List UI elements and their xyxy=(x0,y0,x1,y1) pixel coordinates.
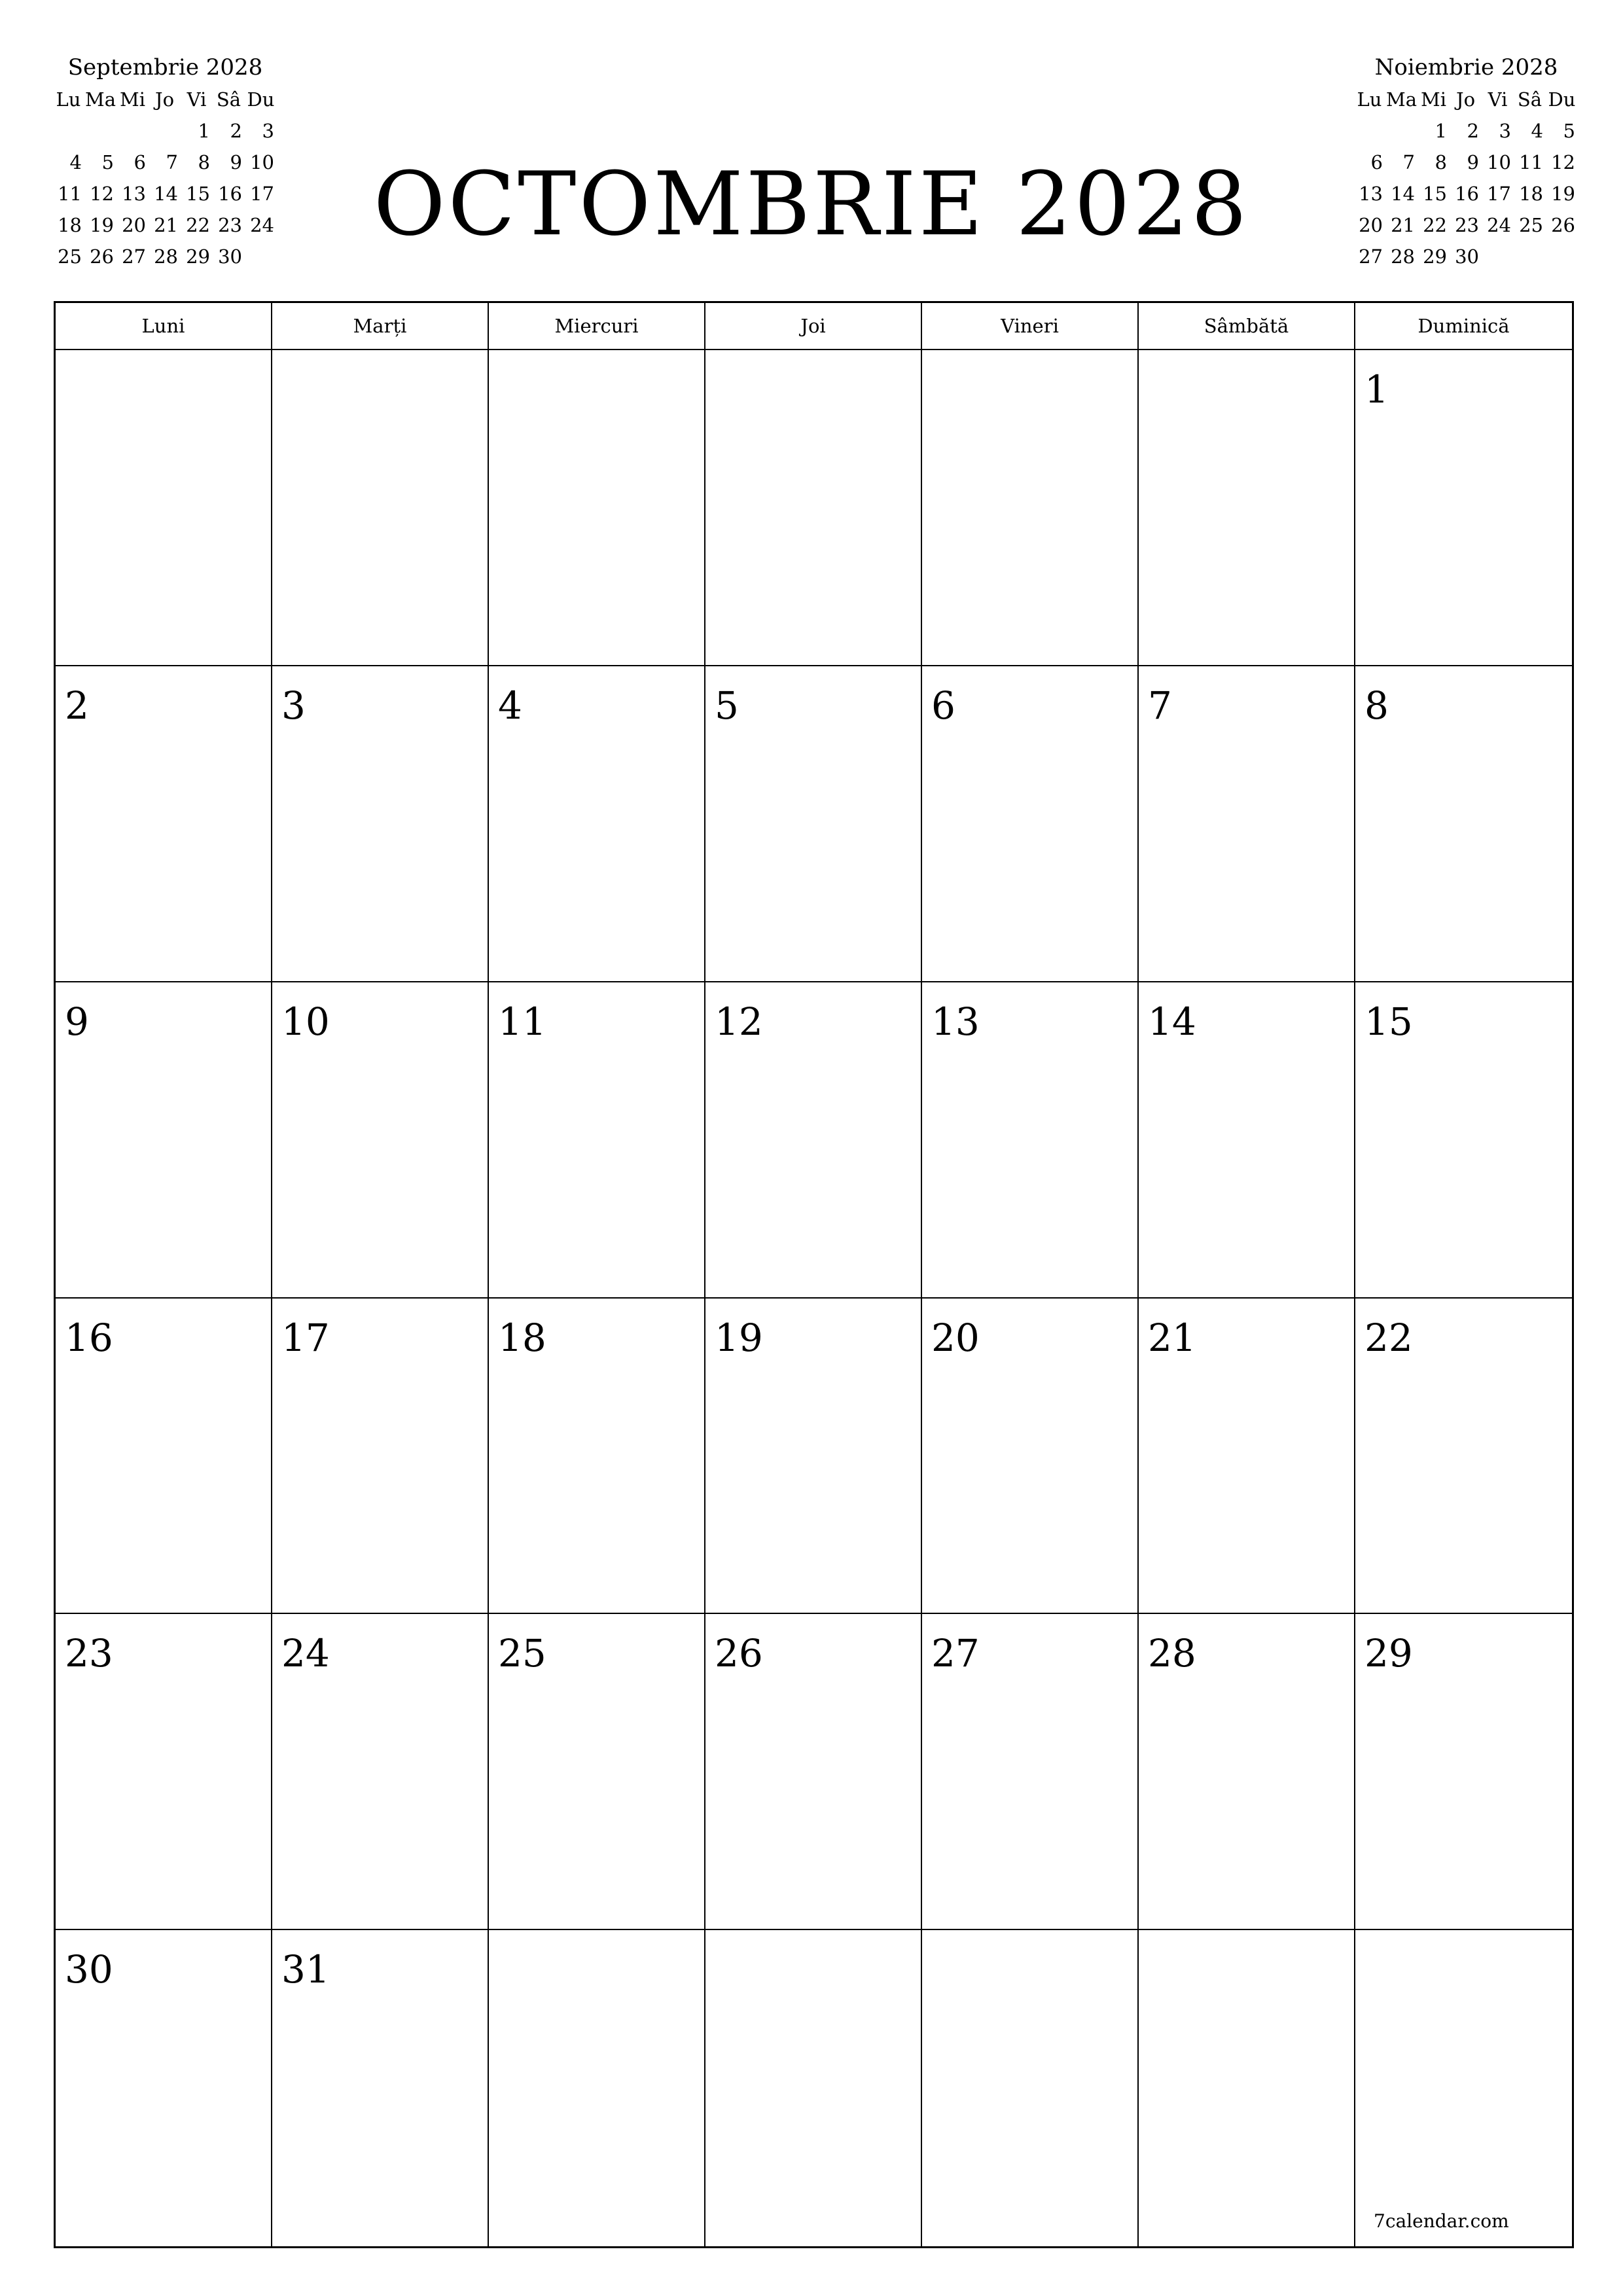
day-number: 3 xyxy=(281,683,306,728)
mini-day-number: 29 xyxy=(186,245,210,268)
day-cell[interactable] xyxy=(272,1299,489,1615)
mini-day-number: 10 xyxy=(1487,151,1511,173)
day-number: 14 xyxy=(1148,999,1196,1044)
mini-day-number: 22 xyxy=(186,214,210,236)
mini-day-number: 17 xyxy=(250,183,274,205)
mini-day-number: 27 xyxy=(122,245,146,268)
mini-day-number xyxy=(1546,241,1578,272)
mini-weekday-label: Sâ xyxy=(216,88,241,111)
mini-day-number: 15 xyxy=(186,183,210,205)
mini-day-number: 9 xyxy=(230,151,242,173)
day-cell[interactable] xyxy=(922,1930,1139,2246)
mini-day-number xyxy=(1514,241,1546,272)
mini-day-number: 2 xyxy=(230,120,242,142)
day-cell[interactable] xyxy=(1355,1614,1572,1930)
next-month-mini-calendar xyxy=(1353,51,1579,272)
mini-day-number: 6 xyxy=(1370,151,1383,173)
mini-weekday-label: Jo xyxy=(1455,88,1476,111)
day-number: 19 xyxy=(715,1315,763,1360)
mini-day-number xyxy=(1482,241,1514,272)
day-cell[interactable] xyxy=(1355,982,1572,1299)
day-cell[interactable] xyxy=(56,982,272,1299)
day-number: 22 xyxy=(1364,1315,1413,1360)
day-cell[interactable] xyxy=(1355,350,1572,666)
mini-day-number: 16 xyxy=(1455,183,1479,205)
weekday-header: Duminică xyxy=(1355,303,1572,350)
day-cell[interactable] xyxy=(922,1614,1139,1930)
day-number: 12 xyxy=(715,999,763,1044)
day-cell[interactable] xyxy=(922,982,1139,1299)
day-cell[interactable] xyxy=(1139,1299,1355,1615)
mini-day-number: 2 xyxy=(1467,120,1479,142)
weekday-header: Joi xyxy=(705,303,922,350)
prev-month-mini-calendar xyxy=(52,51,278,272)
weekday-header: Vineri xyxy=(922,303,1139,350)
day-number: 28 xyxy=(1148,1631,1196,1676)
mini-day-number: 21 xyxy=(1391,214,1415,236)
day-number: 27 xyxy=(931,1631,980,1676)
mini-weekday-label: Ma xyxy=(1386,88,1417,111)
mini-day-number: 26 xyxy=(1551,214,1575,236)
mini-day-number: 13 xyxy=(122,183,146,205)
day-cell[interactable] xyxy=(56,350,272,666)
day-cell[interactable] xyxy=(1355,1930,1572,2246)
mini-day-number: 15 xyxy=(1423,183,1447,205)
day-cell[interactable] xyxy=(1139,1930,1355,2246)
weekday-header: Marți xyxy=(272,303,489,350)
mini-day-number: 10 xyxy=(250,151,274,173)
day-number: 9 xyxy=(65,999,89,1044)
day-cell[interactable] xyxy=(922,1299,1139,1615)
mini-day-number: 16 xyxy=(218,183,242,205)
day-number: 29 xyxy=(1364,1631,1413,1676)
prev-month-grid xyxy=(52,84,278,272)
mini-weekday-label: Vi xyxy=(187,88,207,111)
day-number: 5 xyxy=(715,683,739,728)
mini-weekday-label: Sâ xyxy=(1517,88,1543,111)
mini-day-number: 21 xyxy=(154,214,178,236)
day-number: 18 xyxy=(498,1315,546,1360)
day-cell[interactable] xyxy=(272,350,489,666)
mini-day-number: 22 xyxy=(1423,214,1447,236)
mini-day-number: 6 xyxy=(134,151,146,173)
day-cell[interactable] xyxy=(1139,666,1355,982)
day-cell[interactable] xyxy=(1139,350,1355,666)
weekday-header: Luni xyxy=(56,303,272,350)
day-cell[interactable] xyxy=(56,1930,272,2246)
mini-day-number: 19 xyxy=(1551,183,1575,205)
mini-day-number: 3 xyxy=(1499,120,1511,142)
mini-day-number xyxy=(84,115,116,147)
mini-day-number: 8 xyxy=(198,151,210,173)
mini-day-number xyxy=(149,115,181,147)
mini-day-number: 9 xyxy=(1467,151,1479,173)
mini-day-number: 4 xyxy=(1531,120,1543,142)
mini-day-number: 1 xyxy=(198,120,210,142)
mini-weekday-label: Mi xyxy=(1421,88,1446,111)
day-cell[interactable] xyxy=(1139,982,1355,1299)
day-cell[interactable] xyxy=(489,1614,705,1930)
mini-weekday-label: Ma xyxy=(85,88,116,111)
day-number: 31 xyxy=(281,1947,330,1992)
mini-day-number: 20 xyxy=(1359,214,1383,236)
mini-day-number: 4 xyxy=(69,151,82,173)
mini-day-number: 23 xyxy=(1455,214,1479,236)
mini-day-number: 25 xyxy=(58,245,82,268)
mini-day-number: 7 xyxy=(166,151,178,173)
mini-day-number: 24 xyxy=(250,214,274,236)
footer-credit: 7calendar.com xyxy=(1374,2210,1509,2232)
day-cell[interactable] xyxy=(489,982,705,1299)
mini-day-number: 29 xyxy=(1423,245,1447,268)
day-number: 21 xyxy=(1148,1315,1196,1360)
mini-day-number xyxy=(1353,115,1385,147)
day-cell[interactable] xyxy=(1355,1299,1572,1615)
day-cell[interactable] xyxy=(705,1299,922,1615)
mini-day-number: 18 xyxy=(1519,183,1543,205)
mini-day-number: 28 xyxy=(154,245,178,268)
mini-day-number xyxy=(1385,115,1418,147)
weekday-header: Sâmbătă xyxy=(1139,303,1355,350)
day-cell[interactable] xyxy=(489,1930,705,2246)
prev-month-title: Septembrie 2028 xyxy=(67,54,263,81)
day-number: 13 xyxy=(931,999,980,1044)
mini-weekday-label: Lu xyxy=(1357,88,1382,111)
mini-day-number: 25 xyxy=(1519,214,1543,236)
mini-day-number: 28 xyxy=(1391,245,1415,268)
day-cell[interactable] xyxy=(922,666,1139,982)
day-cell[interactable] xyxy=(489,350,705,666)
day-number: 8 xyxy=(1364,683,1389,728)
day-number: 2 xyxy=(65,683,89,728)
weekday-header: Miercuri xyxy=(489,303,705,350)
day-number: 6 xyxy=(931,683,955,728)
mini-day-number: 8 xyxy=(1435,151,1447,173)
day-cell[interactable] xyxy=(1355,666,1572,982)
mini-weekday-label: Lu xyxy=(56,88,81,111)
mini-day-number: 5 xyxy=(1563,120,1575,142)
mini-day-number: 3 xyxy=(262,120,274,142)
day-cell[interactable] xyxy=(705,1930,922,2246)
day-number: 15 xyxy=(1364,999,1413,1044)
day-cell[interactable] xyxy=(272,666,489,982)
day-cell[interactable] xyxy=(56,1299,272,1615)
day-number: 30 xyxy=(65,1947,113,1992)
mini-day-number: 11 xyxy=(58,183,82,205)
day-number: 23 xyxy=(65,1631,113,1676)
mini-day-number xyxy=(245,241,277,272)
mini-day-number: 26 xyxy=(90,245,114,268)
day-cell[interactable] xyxy=(489,1299,705,1615)
day-number: 26 xyxy=(715,1631,763,1676)
page-title: OCTOMBRIE 2028 xyxy=(373,153,1250,255)
day-cell[interactable] xyxy=(705,350,922,666)
mini-day-number: 12 xyxy=(1551,151,1575,173)
mini-day-number: 20 xyxy=(122,214,146,236)
next-month-title: Noiembrie 2028 xyxy=(1374,54,1558,81)
mini-day-number xyxy=(116,115,149,147)
day-cell[interactable] xyxy=(1139,1614,1355,1930)
day-number: 1 xyxy=(1364,367,1389,412)
day-cell[interactable] xyxy=(56,1614,272,1930)
mini-day-number: 14 xyxy=(154,183,178,205)
mini-day-number: 30 xyxy=(218,245,242,268)
day-number: 17 xyxy=(281,1315,330,1360)
day-cell[interactable] xyxy=(705,1614,922,1930)
mini-day-number: 7 xyxy=(1402,151,1415,173)
day-number: 10 xyxy=(281,999,330,1044)
mini-day-number: 18 xyxy=(58,214,82,236)
day-number: 24 xyxy=(281,1631,330,1676)
month-grid xyxy=(54,301,1574,2248)
mini-day-number: 1 xyxy=(1435,120,1447,142)
day-cell[interactable] xyxy=(705,982,922,1299)
day-number: 7 xyxy=(1148,683,1172,728)
mini-day-number: 24 xyxy=(1487,214,1511,236)
mini-day-number: 14 xyxy=(1391,183,1415,205)
mini-weekday-label: Jo xyxy=(154,88,175,111)
mini-day-number: 23 xyxy=(218,214,242,236)
day-cell[interactable] xyxy=(922,350,1139,666)
mini-day-number: 13 xyxy=(1359,183,1383,205)
mini-day-number: 11 xyxy=(1519,151,1543,173)
mini-day-number: 19 xyxy=(90,214,114,236)
day-number: 20 xyxy=(931,1315,980,1360)
mini-weekday-label: Du xyxy=(1548,88,1576,111)
day-cell[interactable] xyxy=(705,666,922,982)
mini-day-number xyxy=(52,115,84,147)
day-cell[interactable] xyxy=(489,666,705,982)
mini-day-number: 30 xyxy=(1455,245,1479,268)
day-number: 4 xyxy=(498,683,522,728)
mini-day-number: 5 xyxy=(101,151,114,173)
day-number: 11 xyxy=(498,999,546,1044)
mini-day-number: 27 xyxy=(1359,245,1383,268)
next-month-grid xyxy=(1353,84,1579,272)
mini-weekday-label: Mi xyxy=(120,88,145,111)
day-cell[interactable] xyxy=(272,1614,489,1930)
mini-day-number: 17 xyxy=(1487,183,1511,205)
mini-day-number: 12 xyxy=(90,183,114,205)
day-cell[interactable] xyxy=(56,666,272,982)
day-cell[interactable] xyxy=(272,1930,489,2246)
mini-weekday-label: Vi xyxy=(1488,88,1508,111)
day-cell[interactable] xyxy=(272,982,489,1299)
day-number: 25 xyxy=(498,1631,546,1676)
mini-weekday-label: Du xyxy=(247,88,275,111)
day-number: 16 xyxy=(65,1315,113,1360)
